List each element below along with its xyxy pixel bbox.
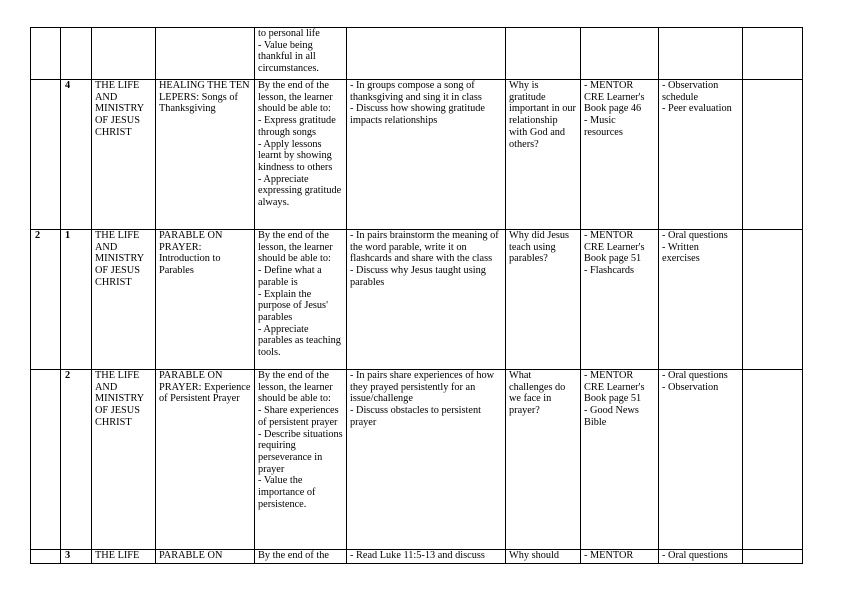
cell-line: By the end of the lesson, the learner should be able to: <box>258 370 333 405</box>
reflection-cell <box>743 230 803 370</box>
cell-line: - Read Luke 11:5-13 and discuss <box>350 550 485 561</box>
sub-strand-cell: HEALING THE TEN LEPERS: Songs of Thanksgiving <box>156 80 255 230</box>
week-cell <box>31 80 61 230</box>
table-row <box>31 550 803 564</box>
resources-cell <box>581 550 659 564</box>
cell-line: - Value being <box>258 39 313 51</box>
assessment-cell <box>659 370 743 550</box>
key-inquiry-cell <box>506 80 581 230</box>
cell-line: - Explain the purpose of Jesus' parables <box>258 288 328 323</box>
week-cell: 2 <box>31 230 61 370</box>
assessment-cell <box>659 230 743 370</box>
cell-line: - Discuss obstacles to persistent prayer <box>350 405 481 428</box>
learning-experiences-cell <box>347 28 506 80</box>
lesson-cell: 3 <box>61 550 92 564</box>
cell-line: thankful in all <box>258 51 316 63</box>
week-cell <box>31 550 61 564</box>
cell-line: - Value the importance of persistence. <box>258 475 316 510</box>
sub-strand-cell: PARABLE ON PRAYER: Introduction to Parables <box>156 230 255 370</box>
strand-cell: THE LIFE <box>92 550 156 564</box>
cell-line: - Describe situations requiring perseverance in prayer <box>258 428 343 475</box>
cell-line: - Appreciate parables as teaching tools. <box>258 323 341 359</box>
cell-line: - In pairs share experiences of how they prayed persistently for an issue/challenge <box>350 370 495 405</box>
cell-line: - Written exercises <box>662 241 700 265</box>
week-cell <box>31 370 61 550</box>
cell-line: to personal life <box>258 28 320 39</box>
sub-strand-cell: PARABLE ON PRAYER: Experience of Persistent Prayer <box>156 370 255 550</box>
lesson-cell: 1 <box>61 230 92 370</box>
cell-line: - Express gratitude through songs <box>258 115 336 138</box>
lesson-cell: 2 <box>61 370 92 550</box>
cell-line: - MENTOR CRE Learner's Book page 51 <box>584 230 645 265</box>
scheme-of-work-table <box>30 27 803 564</box>
cell-line: - Music resources <box>584 115 623 138</box>
cell-line: - In groups compose a song of thanksgiving and sing it in class <box>350 80 482 103</box>
cell-line: What challenges do we face in prayer? <box>509 370 566 417</box>
cell-line: - Observation schedule <box>662 80 719 103</box>
key-inquiry-cell <box>506 230 581 370</box>
assessment-cell <box>659 550 743 564</box>
cell-line: - Oral questions <box>662 550 728 561</box>
cell-line: - Flashcards <box>584 265 635 277</box>
learning-outcomes-cell <box>255 230 347 370</box>
cell-line: - MENTOR CRE Learner's Book page 46 <box>584 80 645 115</box>
cell-line: - Oral questions <box>662 370 728 381</box>
strand-cell: THE LIFE AND MINISTRY OF JESUS CHRIST <box>92 230 156 370</box>
reflection-cell <box>743 370 803 550</box>
resources-cell <box>581 28 659 80</box>
cell-line: - Oral questions <box>662 230 728 241</box>
learning-experiences-cell <box>347 80 506 230</box>
strand-cell: THE LIFE AND MINISTRY OF JESUS CHRIST <box>92 80 156 230</box>
reflection-cell <box>743 550 803 564</box>
cell-line: - Observation <box>662 381 719 393</box>
cell-line: - Appreciate expressing gratitude always. <box>258 173 342 209</box>
strand-cell <box>92 28 156 80</box>
reflection-cell <box>743 80 803 230</box>
resources-cell <box>581 370 659 550</box>
cell-line: - MENTOR CRE Learner's Book page 51 <box>584 370 645 405</box>
table-row <box>31 230 803 370</box>
cell-line: By the end of the <box>258 550 329 561</box>
learning-outcomes-cell <box>255 550 347 564</box>
table-row <box>31 80 803 230</box>
lesson-cell: 4 <box>61 80 92 230</box>
learning-experiences-cell <box>347 550 506 564</box>
cell-line: - Discuss how showing gratitude impacts relationships <box>350 103 485 127</box>
cell-line: - In pairs brainstorm the meaning of the word parable, write it on flashcards and share with the class <box>350 230 499 265</box>
reflection-cell <box>743 28 803 80</box>
cell-line: circumstances. <box>258 63 319 75</box>
table-row <box>31 370 803 550</box>
key-inquiry-cell <box>506 370 581 550</box>
strand-cell: THE LIFE AND MINISTRY OF JESUS CHRIST <box>92 370 156 550</box>
sub-strand-cell: PARABLE ON <box>156 550 255 564</box>
learning-experiences-cell <box>347 230 506 370</box>
week-cell <box>31 28 61 80</box>
resources-cell <box>581 230 659 370</box>
cell-line: By the end of the lesson, the learner should be able to: <box>258 230 333 265</box>
lesson-cell <box>61 28 92 80</box>
cell-line: Why should <box>509 550 560 561</box>
assessment-cell <box>659 80 743 230</box>
key-inquiry-cell <box>506 550 581 564</box>
table-row <box>31 28 803 80</box>
key-inquiry-cell <box>506 28 581 80</box>
sub-strand-cell <box>156 28 255 80</box>
cell-line: - Define what a parable is <box>258 265 322 288</box>
learning-experiences-cell <box>347 370 506 550</box>
learning-outcomes-cell <box>255 80 347 230</box>
cell-line: - Apply lessons learnt by showing kindness to others <box>258 138 333 173</box>
cell-line: - Good News Bible <box>584 405 639 428</box>
cell-line: - MENTOR <box>584 550 634 561</box>
cell-line: Why did Jesus teach using parables? <box>509 230 570 265</box>
cell-line: - Peer evaluation <box>662 103 732 115</box>
cell-line: Why is gratitude important in our relationship with God and others? <box>509 80 576 150</box>
learning-outcomes-cell <box>255 370 347 550</box>
cell-line: By the end of the lesson, the learner should be able to: <box>258 80 333 115</box>
cell-line: - Discuss why Jesus taught using parables <box>350 265 486 288</box>
assessment-cell <box>659 28 743 80</box>
resources-cell <box>581 80 659 230</box>
learning-outcomes-cell <box>255 28 347 80</box>
cell-line: - Share experiences of persistent prayer <box>258 405 339 428</box>
